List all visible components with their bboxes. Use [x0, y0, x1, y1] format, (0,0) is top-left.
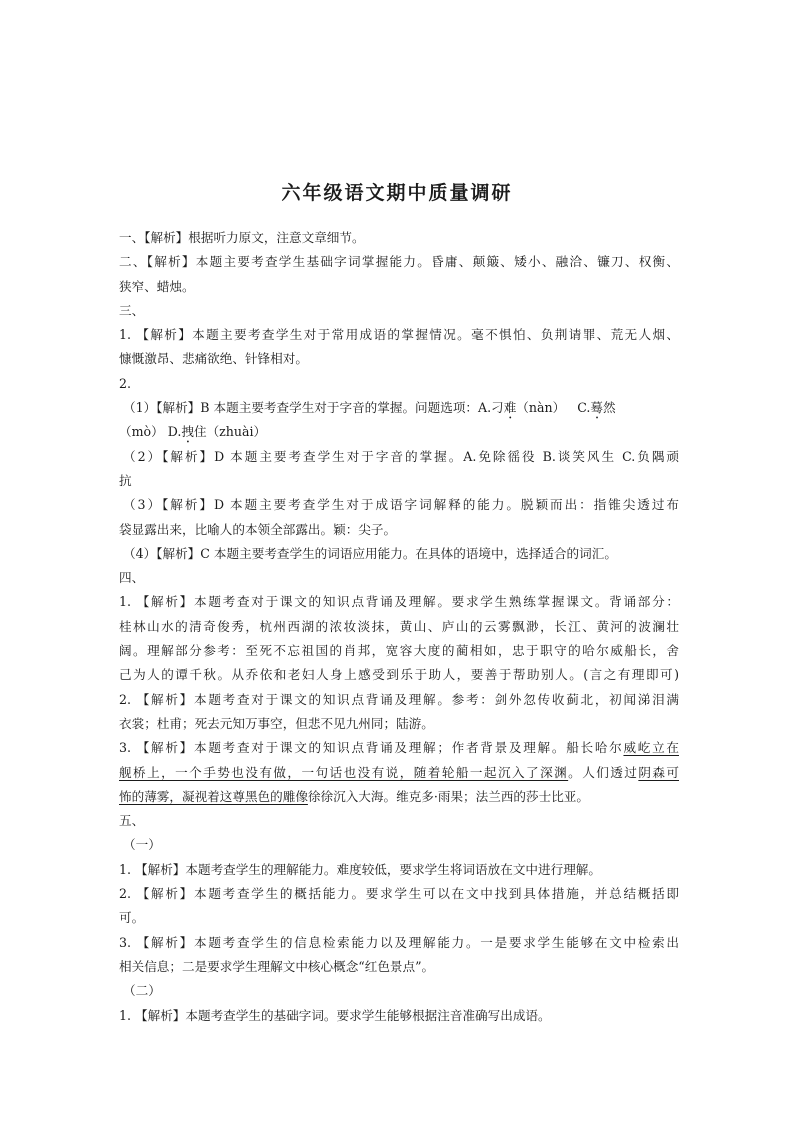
q3-2-3-line: （3）【解析】D 本题主要考查学生对于成语字词解释的能力。脱颖而出：指锥尖透过布: [123, 497, 679, 513]
q5-1-1-line: 1. 【解析】本题考查学生的理解能力。难度较低，要求学生将词语放在文中进行理解。: [119, 861, 601, 877]
q3-2-1-text: （1）【解析】B 本题主要考查学生对于字音的掌握。问题选项：A.刁: [123, 400, 504, 416]
q4-3-line-2: [119, 761, 679, 785]
section-5-heading: 五、: [119, 813, 145, 829]
option-label: C.: [577, 400, 591, 416]
section-3-heading: 三、: [119, 302, 145, 318]
q3-2-3-line-cont: 袋显露出来，比喻人的本领全部露出。颖：尖子。: [119, 521, 397, 537]
underlined-text: 威屹立在: [623, 740, 679, 756]
part-1-heading: （一）: [123, 837, 161, 853]
underlined-text: 舰桥上，一个手势也没有做，一句话也没有说，随着轮船一起沉入了深渊: [119, 764, 569, 780]
q3-2-2-line-cont: 抗: [119, 472, 132, 488]
q5-1-3-line: 3. 【解析】本题考查学生的信息检索能力以及理解能力。一是要求学生能够在文中检索出: [119, 934, 679, 950]
q4-1-line-2: 桂林山水的清奇俊秀，杭州西湖的浓妆淡抹，黄山、庐山的云雾飘渺，长江、黄河的波澜壮: [119, 618, 679, 634]
q5-1-2-line-cont: 可。: [119, 910, 145, 926]
q3-1-line-cont: 慷慨激昂、悲痛欲绝、针锋相对。: [119, 351, 308, 367]
emphasis-char: 难: [503, 400, 517, 416]
pinyin: （mò） D.: [119, 424, 182, 440]
emphasis-char: 拽: [181, 424, 194, 440]
q4-3-line: [119, 736, 679, 760]
section-4-heading: 四、: [119, 570, 145, 586]
q4-1-line: 1. 【解析】本题考查对于课文的知识点背诵及理解。要求学生熟练掌握课文。背诵部分：: [119, 594, 679, 610]
pinyin: 住（zhuài）: [193, 424, 267, 440]
q3-2-1-line: [119, 396, 679, 420]
underlined-text: 阴森可: [638, 764, 679, 780]
q3-2-4-line: （4）【解析】C 本题主要考查学生的词语应用能力。在具体的语境中，选择适合的词汇。: [123, 545, 617, 561]
section-2-line-cont: 狭窄、蜡烛。: [119, 278, 195, 294]
emphasis-char: 蓦: [590, 400, 604, 416]
q3-2-1-line-cont: [119, 420, 679, 444]
underlined-text: 怖的薄雾，凝视着这尊黑色的雕像: [119, 788, 308, 804]
q5-1-3-line-cont: 相关信息；二是要求学生理解文中核心概念“红色景点”。: [119, 958, 435, 974]
answer-body: [119, 226, 679, 1028]
pinyin: （nàn）: [516, 400, 566, 416]
q4-1-line-3: 阔。理解部分参考：至死不忘祖国的肖邦，宽容大度的蔺相如，忠于职守的哈尔威船长，舍: [119, 643, 679, 659]
q4-3-text: 。人们透过: [568, 764, 639, 780]
q3-2-heading: 2.: [119, 375, 132, 391]
q4-2-line: 2. 【解析】本题考查对于课文的知识点背诵及理解。参考：剑外忽传收蓟北，初闻涕泪满: [119, 691, 679, 707]
q3-1-line: 1. 【解析】本题主要考查学生对于常用成语的掌握情况。毫不惧怕、负荆请罪、荒无人烟、: [119, 327, 679, 343]
part-2-heading: （二）: [123, 983, 161, 999]
q4-1-line-4: 己为人的谭千秋。从乔依和老妇人身上感受到乐于助人，要善于帮助别人。(言之有理即可): [119, 667, 679, 683]
q3-2-2-line: （2）【解析】D 本题主要考查学生对于字音的掌握。A.免除徭役 B.谈笑风生 C.负隅顽: [123, 448, 679, 464]
q5-2-1-line: 1. 【解析】本题考查学生的基础字词。要求学生能够根据注音准确写出成语。: [119, 1007, 551, 1023]
section-2-line: 二、【解析】本题主要考查学生基础字词掌握能力。昏庸、颠簸、矮小、融洽、镰刀、权衡、: [119, 254, 679, 270]
page-title: 六年级语文期中质量调研: [281, 182, 513, 204]
q4-2-line-cont: 衣裳；杜甫；死去元知万事空，但悲不见九州同；陆游。: [119, 715, 434, 731]
q4-3-text: 3. 【解析】本题考查对于课文的知识点背诵及理解；作者背景及理解。船长哈尔: [119, 740, 624, 756]
q5-1-2-line: 2. 【解析】本题考查学生的概括能力。要求学生可以在文中找到具体措施，并总结概括即: [119, 886, 679, 902]
q4-3-text: 徐徐沉入大海。维克多·雨果；法兰西的莎士比亚。: [307, 788, 589, 804]
section-1-line: 一、【解析】根据听力原文，注意文章细节。: [119, 230, 365, 245]
option-text: 然: [603, 400, 616, 416]
q4-3-line-3: [119, 785, 679, 809]
